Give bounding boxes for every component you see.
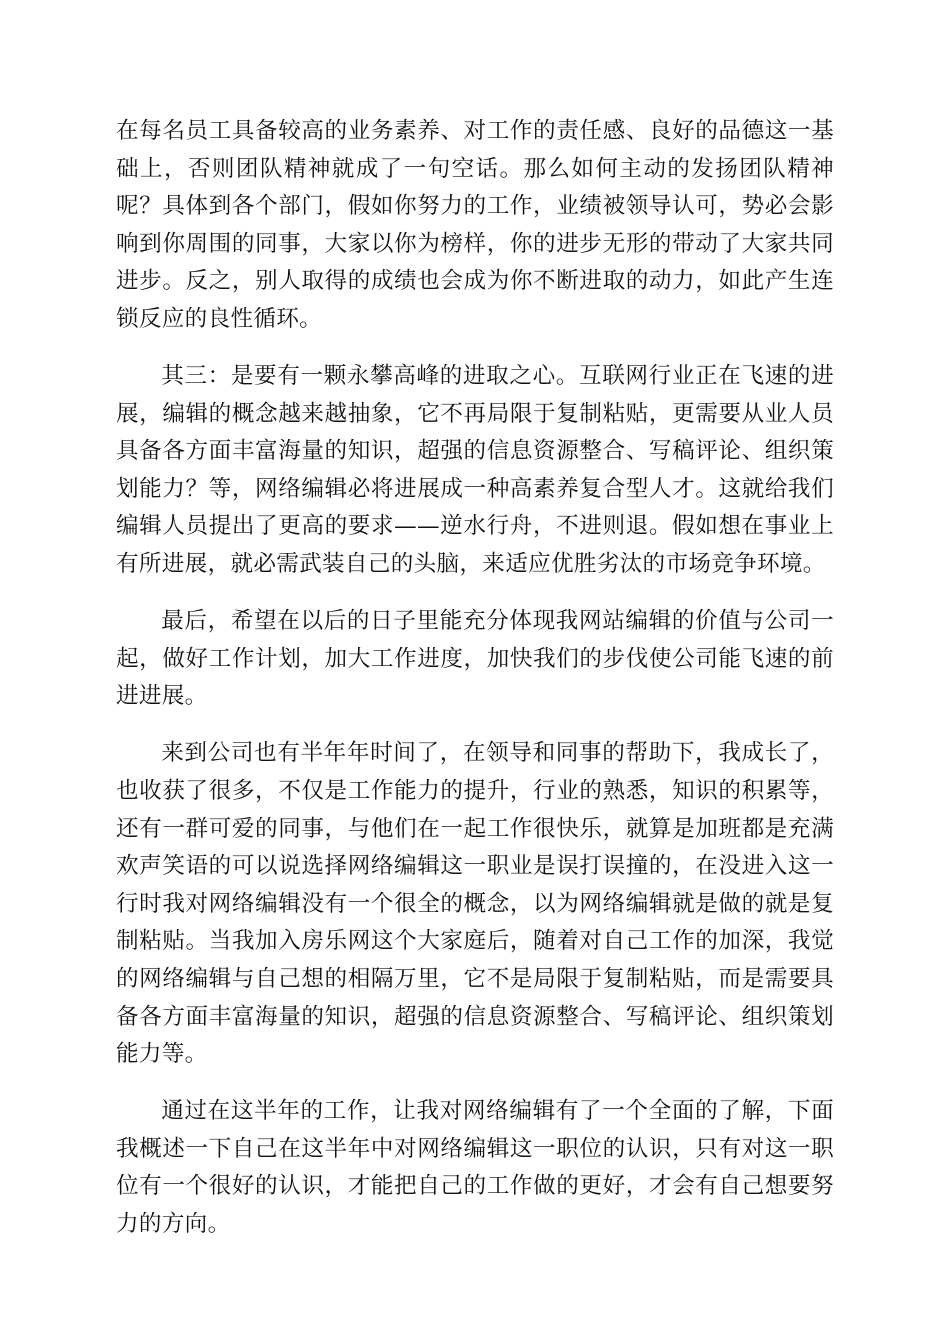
document-body <box>116 113 834 1263</box>
paragraph-understanding: 通过在这半年的工作，让我对网络编辑有了一个全面的了解，下面我概述一下自己在这半年中对网络编辑这一职位的认识，只有对这一职位有一个很好的认识，才能把自己的工作做的更好，才会有自己想要努力的方向。 <box>116 1098 834 1238</box>
paragraph-team-spirit: 在每名员工具备较高的业务素养、对工作的责任感、良好的品德这一基础上，否则团队精神就成了一句空话。那么如何主动的发扬团队精神呢？具体到各个部门，假如你努力的工作，业绩被领导认可，势必会影响到你周围的同事，大家以你为榜样，你的进步无形的带动了大家共同进步。反之，别人取得的成绩也会成为你不断进取的动力，如此产生连锁反应的良性循环。 <box>116 118 834 332</box>
paragraph-half-year: 来到公司也有半年年时间了，在领导和同事的帮助下，我成长了，也收获了很多，不仅是工作能力的提升，行业的熟悉，知识的积累等，还有一群可爱的同事，与他们在一起工作很快乐，就算是加班都是充满欢声笑语的可以说选择网络编辑这一职业是误打误撞的，在没进入这一行时我对网络编辑没有一个很全的概念，以为网络编辑就是做的就是复制粘贴。当我加入房乐网这个大家庭后，随着对自己工作的加深，我觉的网络编辑与自己想的相隔万里，它不是局限于复制粘贴，而是需要具备各方面丰富海量的知识，超强的信息资源整合、写稿评论、组织策划能力等。 <box>116 740 834 1068</box>
paragraph-ambition: 其三：是要有一颗永攀高峰的进取之心。互联网行业正在飞速的进展，编辑的概念越来越抽象，它不再局限于复制粘贴，更需要从业人员具备各方面丰富海量的知识，超强的信息资源整合、写稿评论、组织策划能力？等，网络编辑必将进展成一种高素养复合型人才。这就给我们编辑人员提出了更高的要求——逆水行舟，不进则退。假如想在事业上有所进展，就必需武装自己的头脑，来适应优胜劣汰的市场竞争环境。 <box>116 363 834 578</box>
paragraph-conclusion: 最后，希望在以后的日子里能充分体现我网站编辑的价值与公司一起，做好工作计划，加大工作进度，加快我们的步伐使公司能飞速的前进进展。 <box>116 608 834 710</box>
